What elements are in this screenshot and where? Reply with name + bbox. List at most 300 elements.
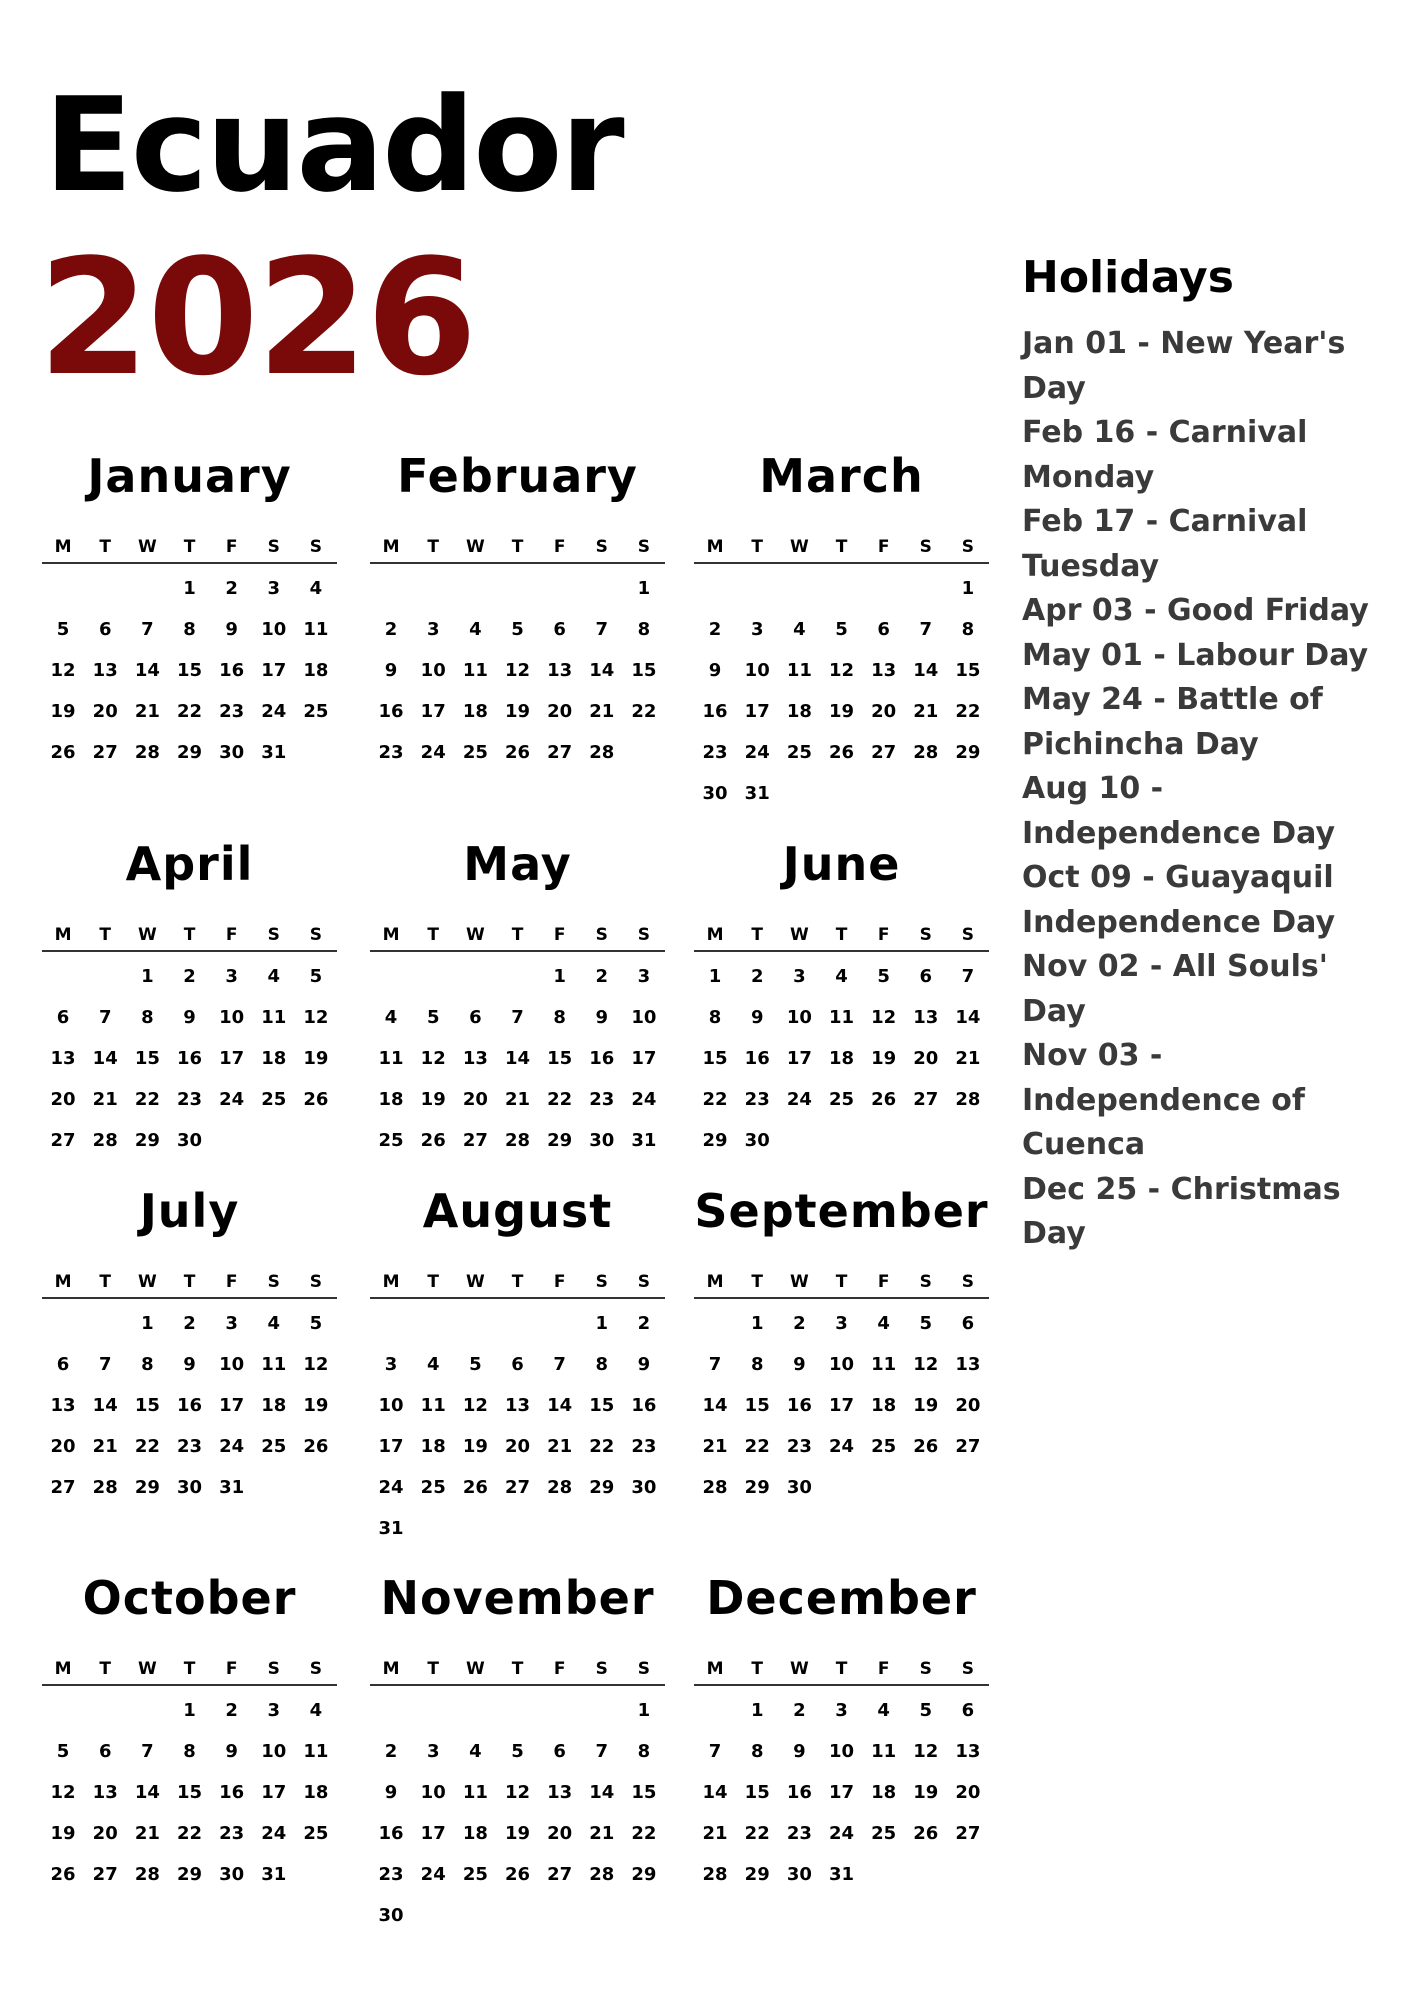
day-cell: 26 — [828, 742, 855, 763]
day-grid — [694, 1303, 989, 1508]
day-cell: 11 — [871, 1741, 897, 1762]
day-cell: 27 — [504, 1477, 531, 1498]
weekday-label: F — [225, 537, 238, 557]
weekday-label: S — [267, 925, 280, 945]
weekday-label: S — [637, 925, 651, 945]
day-cell: 6 — [98, 619, 112, 640]
day-cell: 13 — [504, 1395, 531, 1416]
day-cell: 26 — [303, 1436, 329, 1457]
day-cell: 3 — [750, 619, 764, 640]
day-cell: 17 — [744, 701, 770, 722]
day-grid — [370, 1690, 665, 1936]
day-cell: 16 — [702, 701, 728, 722]
day-cell: 9 — [708, 660, 722, 681]
day-cell: 15 — [176, 1782, 203, 1803]
day-cell: 21 — [589, 1823, 615, 1844]
day-cell: 27 — [913, 1089, 939, 1110]
day-cell: 14 — [134, 1782, 160, 1803]
day-cell: 4 — [835, 966, 848, 987]
day-cell: 6 — [98, 1741, 112, 1762]
day-cell: 26 — [303, 1089, 329, 1110]
day-cell: 8 — [141, 1354, 154, 1375]
day-cell: 1 — [637, 578, 651, 599]
weekday-header — [42, 532, 337, 564]
day-cell: 28 — [547, 1477, 573, 1498]
day-cell: 29 — [176, 1864, 203, 1885]
day-cell: 15 — [176, 660, 203, 681]
day-cell: 14 — [92, 1048, 118, 1069]
day-empty — [412, 1690, 454, 1731]
day-cell: 24 — [828, 1436, 855, 1457]
day-cell: 8 — [141, 1007, 154, 1028]
day-cell: 25 — [420, 1477, 446, 1498]
weekday-header — [694, 1267, 989, 1299]
day-cell: 2 — [225, 1700, 238, 1721]
day-cell: 17 — [219, 1048, 245, 1069]
weekday-label: T — [99, 925, 112, 945]
day-cell: 19 — [871, 1048, 897, 1069]
day-empty — [454, 1690, 496, 1731]
day-cell: 6 — [553, 1741, 566, 1762]
day-cell: 13 — [955, 1354, 981, 1375]
weekday-label: T — [183, 1272, 196, 1292]
weekday-label: M — [382, 1272, 400, 1292]
day-grid — [694, 956, 989, 1161]
weekday-label: T — [99, 537, 112, 557]
weekday-header — [694, 532, 989, 564]
day-cell: 28 — [589, 742, 615, 763]
month-name: March — [759, 449, 924, 503]
day-cell: 22 — [134, 1089, 160, 1110]
weekday-label: S — [267, 537, 280, 557]
day-cell: 24 — [786, 1089, 812, 1110]
weekday-label: M — [706, 925, 724, 945]
weekday-label: T — [751, 1659, 764, 1679]
weekday-label: W — [137, 537, 157, 557]
day-cell: 18 — [378, 1089, 404, 1110]
day-cell: 2 — [750, 966, 764, 987]
day-empty — [454, 568, 496, 609]
holiday-item: May 24 - Battle of Pichincha Day — [1022, 682, 1323, 762]
weekday-label: S — [309, 1659, 323, 1679]
day-cell: 9 — [183, 1007, 196, 1028]
day-cell: 25 — [261, 1089, 287, 1110]
day-cell: 14 — [547, 1395, 573, 1416]
day-cell: 30 — [219, 742, 245, 763]
day-cell: 30 — [176, 1130, 203, 1151]
day-empty — [412, 1303, 454, 1344]
month-december — [694, 1570, 989, 1895]
day-cell: 29 — [702, 1130, 728, 1151]
day-cell: 9 — [595, 1007, 609, 1028]
weekday-header — [42, 1267, 337, 1299]
day-cell: 19 — [462, 1436, 488, 1457]
day-cell: 27 — [50, 1477, 76, 1498]
day-cell: 1 — [750, 1313, 764, 1334]
day-cell: 11 — [303, 1741, 329, 1762]
day-cell: 3 — [267, 1700, 281, 1721]
day-cell: 6 — [469, 1007, 482, 1028]
day-cell: 20 — [955, 1782, 981, 1803]
day-empty — [496, 1690, 538, 1731]
day-empty — [539, 1690, 581, 1731]
day-cell: 11 — [462, 660, 488, 681]
day-cell: 11 — [261, 1354, 287, 1375]
day-cell: 14 — [589, 660, 615, 681]
day-cell: 22 — [631, 1823, 657, 1844]
day-grid — [694, 568, 989, 814]
day-cell: 1 — [141, 1313, 154, 1334]
day-cell: 17 — [219, 1395, 245, 1416]
day-cell: 27 — [871, 742, 897, 763]
weekday-label: S — [919, 925, 932, 945]
day-cell: 23 — [786, 1823, 812, 1844]
day-cell: 22 — [134, 1436, 160, 1457]
day-cell: 25 — [261, 1436, 287, 1457]
day-cell: 20 — [92, 701, 118, 722]
day-cell: 4 — [267, 1313, 281, 1334]
day-cell: 8 — [183, 1741, 196, 1762]
day-cell: 18 — [828, 1048, 855, 1069]
day-cell: 5 — [426, 1007, 440, 1028]
day-cell: 11 — [786, 660, 812, 681]
day-cell: 11 — [420, 1395, 446, 1416]
day-cell: 2 — [793, 1313, 806, 1334]
weekday-label: F — [553, 1272, 566, 1292]
day-cell: 5 — [835, 619, 848, 640]
day-cell: 31 — [828, 1864, 855, 1885]
holiday-item: Feb 17 - Carnival Tuesday — [1022, 504, 1308, 584]
day-cell: 3 — [384, 1354, 398, 1375]
weekday-label: T — [427, 1659, 440, 1679]
day-cell: 27 — [92, 742, 118, 763]
month-name: June — [782, 837, 901, 891]
day-cell: 1 — [183, 1700, 196, 1721]
weekday-label: W — [789, 1659, 809, 1679]
day-cell: 4 — [384, 1007, 398, 1028]
month-october — [42, 1570, 337, 1895]
day-cell: 30 — [744, 1130, 770, 1151]
day-empty — [581, 568, 623, 609]
day-cell: 21 — [547, 1436, 573, 1457]
day-cell: 2 — [793, 1700, 806, 1721]
month-name: August — [422, 1184, 613, 1238]
day-cell: 15 — [631, 1782, 657, 1803]
weekday-label: M — [706, 537, 724, 557]
day-cell: 25 — [303, 1823, 329, 1844]
day-cell: 11 — [378, 1048, 404, 1069]
day-empty — [496, 956, 538, 997]
weekday-label: S — [919, 537, 932, 557]
weekday-label: T — [511, 537, 524, 557]
day-empty — [694, 568, 736, 609]
day-empty — [412, 956, 454, 997]
weekday-label: F — [225, 925, 238, 945]
day-cell: 19 — [504, 701, 531, 722]
day-cell: 4 — [309, 1700, 323, 1721]
day-cell: 22 — [744, 1436, 770, 1457]
day-cell: 17 — [828, 1782, 855, 1803]
day-cell: 19 — [913, 1395, 939, 1416]
weekday-label: W — [465, 1272, 485, 1292]
day-cell: 23 — [702, 742, 728, 763]
day-cell: 1 — [595, 1313, 609, 1334]
day-cell: 1 — [637, 1700, 651, 1721]
month-july — [42, 1183, 337, 1508]
day-cell: 5 — [309, 1313, 323, 1334]
day-cell: 31 — [261, 742, 287, 763]
month-april — [42, 836, 337, 1161]
day-empty — [42, 568, 84, 609]
day-cell: 23 — [219, 1823, 245, 1844]
day-cell: 25 — [871, 1436, 897, 1457]
day-cell: 12 — [420, 1048, 446, 1069]
day-cell: 12 — [303, 1354, 329, 1375]
day-cell: 27 — [50, 1130, 76, 1151]
weekday-label: T — [835, 925, 848, 945]
day-cell: 13 — [92, 660, 118, 681]
day-cell: 13 — [955, 1741, 981, 1762]
weekday-label: M — [54, 1659, 72, 1679]
day-cell: 25 — [786, 742, 812, 763]
day-cell: 6 — [511, 1354, 524, 1375]
weekday-header — [370, 920, 665, 952]
day-cell: 28 — [702, 1864, 728, 1885]
day-cell: 22 — [547, 1089, 573, 1110]
day-cell: 7 — [98, 1007, 112, 1028]
day-cell: 21 — [589, 701, 615, 722]
day-cell: 4 — [469, 619, 482, 640]
day-cell: 24 — [219, 1436, 245, 1457]
day-cell: 10 — [378, 1395, 404, 1416]
day-cell: 27 — [547, 742, 573, 763]
day-cell: 20 — [913, 1048, 939, 1069]
day-cell: 17 — [828, 1395, 855, 1416]
day-cell: 28 — [955, 1089, 981, 1110]
day-cell: 25 — [828, 1089, 855, 1110]
day-cell: 29 — [134, 1477, 160, 1498]
day-cell: 16 — [631, 1395, 657, 1416]
day-cell: 13 — [92, 1782, 118, 1803]
day-cell: 30 — [786, 1477, 812, 1498]
weekday-label: S — [309, 925, 323, 945]
weekday-label: S — [595, 1272, 608, 1292]
day-grid — [370, 956, 665, 1161]
day-cell: 18 — [261, 1048, 287, 1069]
weekday-label: S — [309, 1272, 323, 1292]
day-cell: 16 — [378, 1823, 404, 1844]
day-cell: 22 — [589, 1436, 615, 1457]
weekday-label: T — [183, 925, 196, 945]
day-cell: 9 — [793, 1354, 806, 1375]
day-cell: 24 — [219, 1089, 245, 1110]
day-cell: 4 — [309, 578, 323, 599]
day-cell: 12 — [504, 1782, 531, 1803]
day-cell: 16 — [744, 1048, 770, 1069]
month-may — [370, 836, 665, 1161]
day-empty — [370, 1303, 412, 1344]
day-empty — [496, 1303, 538, 1344]
day-cell: 21 — [134, 701, 160, 722]
month-name: September — [694, 1184, 989, 1238]
day-cell: 13 — [50, 1395, 76, 1416]
day-empty — [412, 568, 454, 609]
day-cell: 28 — [913, 742, 939, 763]
day-cell: 22 — [702, 1089, 728, 1110]
day-cell: 30 — [378, 1905, 404, 1926]
day-cell: 8 — [637, 619, 651, 640]
holidays-panel — [1022, 248, 1392, 1257]
day-cell: 30 — [702, 783, 728, 804]
day-cell: 24 — [420, 1864, 446, 1885]
holiday-item: Nov 03 - Independence of Cuenca — [1022, 1038, 1305, 1162]
weekday-label: M — [382, 925, 400, 945]
weekday-label: F — [877, 537, 890, 557]
holiday-item: Oct 09 - Guayaquil Independence Day — [1022, 860, 1336, 940]
day-cell: 30 — [589, 1130, 615, 1151]
day-cell: 6 — [56, 1354, 70, 1375]
weekday-label: T — [751, 1272, 764, 1292]
weekday-label: M — [54, 925, 72, 945]
day-cell: 9 — [384, 1782, 398, 1803]
day-cell: 3 — [426, 1741, 440, 1762]
day-cell: 24 — [261, 701, 287, 722]
day-cell: 5 — [919, 1700, 933, 1721]
day-cell: 14 — [134, 660, 160, 681]
day-cell: 25 — [303, 701, 329, 722]
day-cell: 18 — [462, 1823, 488, 1844]
weekday-label: W — [137, 1659, 157, 1679]
month-name: October — [82, 1571, 297, 1625]
day-cell: 19 — [303, 1395, 329, 1416]
day-cell: 1 — [553, 966, 566, 987]
day-empty — [539, 1303, 581, 1344]
day-empty — [820, 568, 862, 609]
day-cell: 23 — [744, 1089, 770, 1110]
weekday-header — [694, 1654, 989, 1686]
day-cell: 20 — [462, 1089, 488, 1110]
day-cell: 30 — [176, 1477, 203, 1498]
day-cell: 5 — [511, 619, 524, 640]
day-cell: 30 — [631, 1477, 657, 1498]
day-cell: 14 — [955, 1007, 981, 1028]
day-cell: 16 — [176, 1395, 203, 1416]
day-cell: 4 — [877, 1313, 890, 1334]
day-cell: 8 — [595, 1354, 609, 1375]
day-cell: 7 — [553, 1354, 566, 1375]
day-cell: 25 — [462, 742, 488, 763]
day-cell: 3 — [835, 1700, 848, 1721]
day-cell: 18 — [871, 1782, 897, 1803]
day-empty — [84, 1690, 126, 1731]
day-cell: 24 — [828, 1823, 855, 1844]
day-cell: 28 — [134, 742, 160, 763]
day-cell: 2 — [708, 619, 722, 640]
day-cell: 21 — [913, 701, 939, 722]
month-name: November — [380, 1571, 655, 1625]
day-cell: 21 — [702, 1436, 728, 1457]
day-empty — [539, 568, 581, 609]
holiday-item: Dec 25 - Christmas Day — [1022, 1171, 1341, 1251]
weekday-label: W — [789, 1272, 809, 1292]
day-cell: 13 — [547, 660, 573, 681]
day-cell: 5 — [469, 1354, 482, 1375]
day-cell: 20 — [92, 1823, 118, 1844]
day-cell: 10 — [420, 1782, 446, 1803]
day-cell: 5 — [877, 966, 890, 987]
day-cell: 10 — [828, 1354, 855, 1375]
month-january — [42, 448, 337, 773]
day-cell: 4 — [426, 1354, 440, 1375]
day-cell: 8 — [750, 1354, 764, 1375]
weekday-label: S — [919, 1659, 932, 1679]
day-cell: 13 — [547, 1782, 573, 1803]
day-empty — [863, 568, 905, 609]
day-cell: 18 — [786, 701, 812, 722]
month-march — [694, 448, 989, 814]
weekday-label: F — [877, 925, 890, 945]
month-september — [694, 1183, 989, 1508]
day-grid — [370, 1303, 665, 1549]
day-cell: 19 — [913, 1782, 939, 1803]
weekday-label: T — [427, 1272, 440, 1292]
weekday-label: S — [961, 537, 975, 557]
day-cell: 17 — [420, 701, 446, 722]
day-cell: 5 — [511, 1741, 524, 1762]
day-cell: 17 — [261, 660, 287, 681]
weekday-label: T — [183, 537, 196, 557]
weekday-label: W — [137, 1272, 157, 1292]
day-cell: 2 — [595, 966, 609, 987]
day-empty — [905, 568, 947, 609]
day-cell: 19 — [50, 1823, 76, 1844]
day-empty — [454, 956, 496, 997]
holiday-item: Feb 16 - Carnival Monday — [1022, 415, 1308, 495]
day-cell: 21 — [92, 1436, 118, 1457]
day-cell: 24 — [261, 1823, 287, 1844]
day-cell: 1 — [961, 578, 975, 599]
weekday-label: F — [225, 1272, 238, 1292]
day-cell: 21 — [504, 1089, 531, 1110]
day-cell: 6 — [961, 1700, 975, 1721]
day-empty — [84, 956, 126, 997]
weekday-header — [370, 532, 665, 564]
day-cell: 19 — [420, 1089, 446, 1110]
day-cell: 26 — [50, 742, 76, 763]
day-cell: 18 — [420, 1436, 446, 1457]
day-cell: 10 — [219, 1007, 245, 1028]
day-cell: 10 — [261, 619, 287, 640]
weekday-label: W — [137, 925, 157, 945]
country-title: Ecuador — [44, 69, 623, 221]
weekday-label: S — [595, 925, 608, 945]
day-empty — [370, 568, 412, 609]
day-grid — [42, 956, 337, 1161]
day-cell: 24 — [744, 742, 770, 763]
weekday-label: W — [465, 1659, 485, 1679]
weekday-label: F — [553, 1659, 566, 1679]
day-cell: 9 — [384, 660, 398, 681]
day-cell: 22 — [744, 1823, 770, 1844]
day-cell: 3 — [225, 966, 238, 987]
weekday-label: M — [706, 1659, 724, 1679]
day-cell: 20 — [871, 701, 897, 722]
weekday-label: S — [961, 1659, 975, 1679]
day-empty — [694, 1690, 736, 1731]
day-cell: 23 — [176, 1436, 203, 1457]
day-cell: 11 — [303, 619, 329, 640]
day-cell: 3 — [793, 966, 806, 987]
